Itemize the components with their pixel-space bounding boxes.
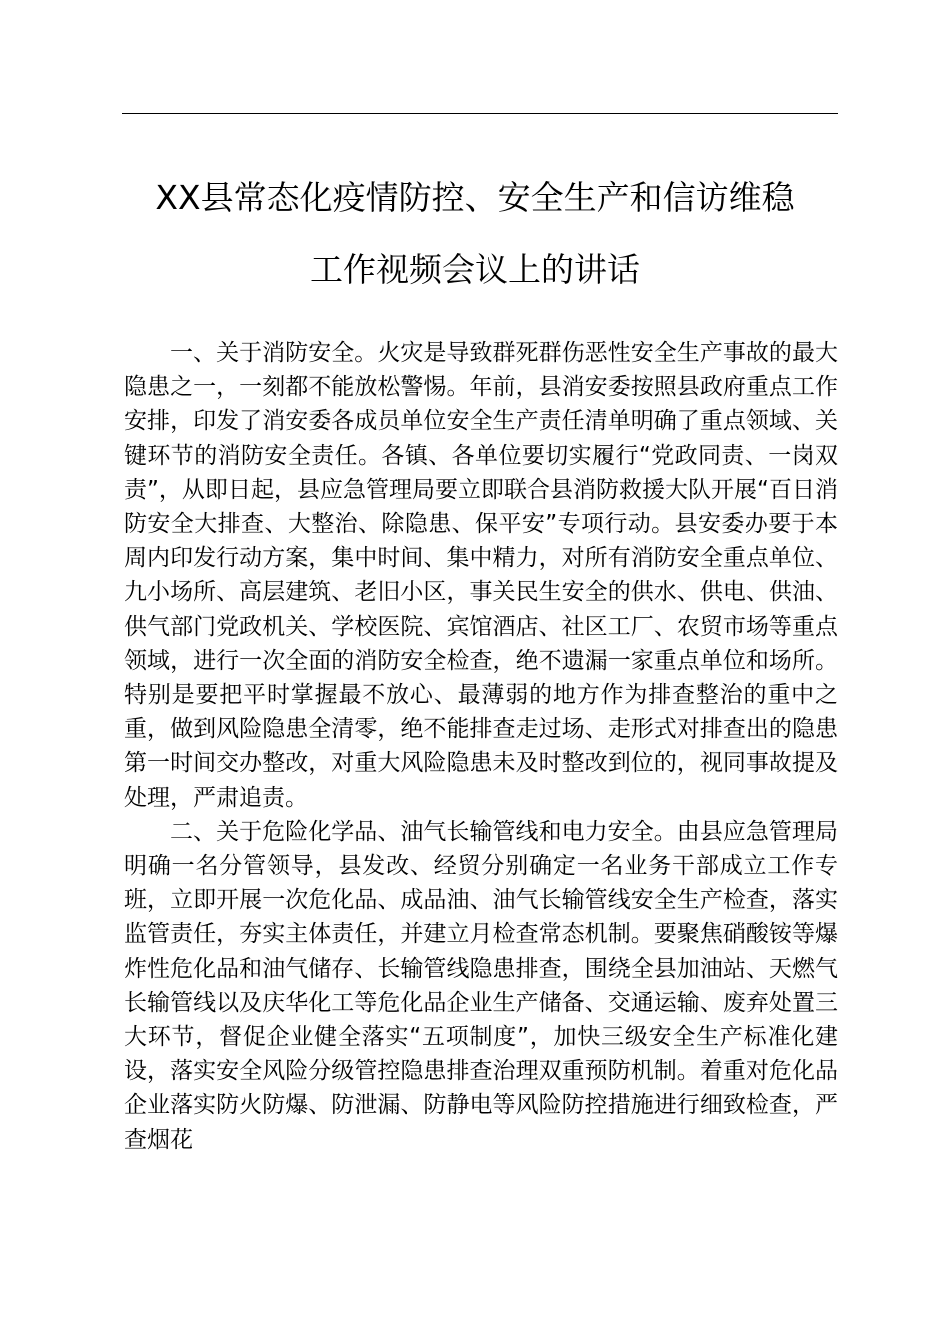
header-rule (122, 113, 838, 114)
paragraph-fire-safety: 一、关于消防安全。火灾是导致群死群伤恶性安全生产事故的最大隐患之一，一刻都不能放松警惕。年前，县消安委按照县政府重点工作安排，印发了消安委各成员单位安全生产责任清单明确了重点领域、关键环节的消防安全责任。各镇、各单位要切实履行“党政同责、一岗双责”，从即日起，县应急管理局要立即联合县消防救援大队开展“百日消防安全大排查、大整治、除隐患、保平安”专项行动。县安委办要于本周内印发行动方案，集中时间、集中精力，对所有消防安全重点单位、九小场所、高层建筑、老旧小区，事关民生安全的供水、供电、供油、供气部门党政机关、学校医院、宾馆酒店、社区工厂、农贸市场等重点领域，进行一次全面的消防安全检查，绝不遗漏一家重点单位和场所。特别是要把平时掌握最不放心、最薄弱的地方作为排查整治的重中之重，做到风险隐患全清零，绝不能排查走过场、走形式对排查出的隐患第一时间交办整改，对重大风险隐患未及时整改到位的，视同事故提及处理，严肃追责。 (124, 340, 838, 811)
document-title-line-2: 工作视频会议上的讲话 (310, 250, 640, 289)
document-body (124, 336, 838, 1157)
document-title-line-1: XX县常态化疫情防控、安全生产和信访维稳 (155, 178, 795, 217)
paragraph-hazardous-chemicals: 二、关于危险化学品、油气长输管线和电力安全。由县应急管理局明确一名分管领导，县发改、经贸分别确定一名业务干部成立工作专班，立即开展一次危化品、成品油、油气长输管线安全生产检查，落实监管责任，夯实主体责任，并建立月检查常态机制。要聚焦硝酸铵等爆炸性危化品和油气储存、长输管线隐患排查，围绕全县加油站、天燃气长输管线以及庆华化工等危化品企业生产储备、交通运输、废弃处置三大环节，督促企业健全落实“五项制度”，加快三级安全生产标准化建设，落实安全风险分级管控隐患排查治理双重预防机制。着重对危化品企业落实防火防爆、防泄漏、防静电等风险防控措施进行细致检查，严查烟花 (124, 818, 838, 1153)
